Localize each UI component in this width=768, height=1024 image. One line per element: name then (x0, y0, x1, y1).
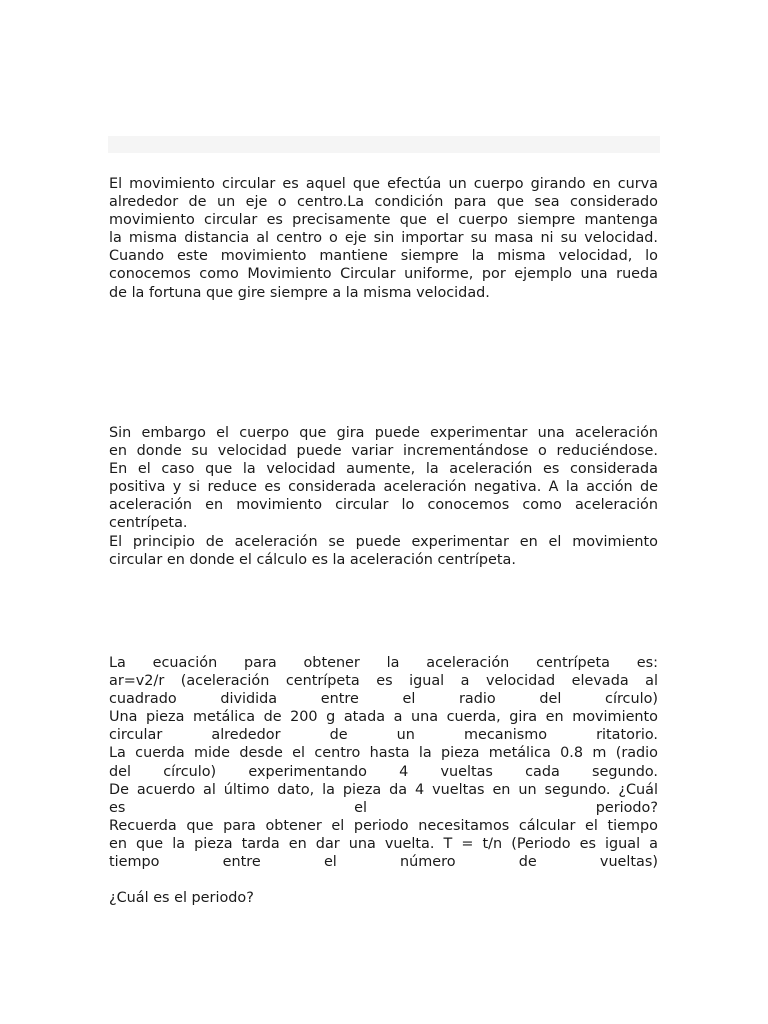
text-line: Sin embargo el cuerpo que gira puede experimentar una aceleración (109, 425, 658, 441)
text-line: circular en donde el cálculo es la aceleración centrípeta. (109, 551, 516, 568)
text-line: Una pieza metálica de 200 g atada a una cuerda, gira en movimiento (109, 709, 658, 726)
question-line: ¿Cuál es el periodo? (109, 890, 254, 907)
text-line: de la fortuna que gire siempre a la misma velocidad. (109, 284, 490, 301)
text-line: En el caso que la velocidad aumente, la aceleración es considerada (109, 461, 658, 478)
text-line: alrededor de un eje o centro.La condición para que sea considerado (109, 194, 658, 211)
text-line: tiempo entre el número de vueltas) (109, 854, 658, 871)
text-line: en que la pieza tarda en dar una vuelta. T = t/n (Periodo es igual a (109, 835, 658, 852)
text-line: conocemos como Movimiento Circular uniforme, por ejemplo una rueda (109, 266, 658, 283)
text-line: aceleración en movimiento circular lo conocemos como aceleración (109, 497, 658, 514)
text-line: movimiento circular es precisamente que el cuerpo siempre mantenga (109, 212, 658, 229)
text-line: El movimiento circular es aquel que efectúa un cuerpo girando en curva (109, 176, 658, 192)
text-line: del círculo) experimentando 4 vueltas cada segundo. (109, 763, 658, 780)
paragraph-equation (109, 654, 658, 907)
text-line: la misma distancia al centro o eje sin importar su masa ni su velocidad. (109, 230, 658, 247)
text-line: es el periodo? (109, 799, 658, 816)
text-line: circular alrededor de un mecanismo ritatorio. (109, 727, 658, 744)
text-line: El principio de aceleración se puede experimentar en el movimiento (109, 533, 658, 550)
text-line: Cuando este movimiento mantiene siempre la misma velocidad, lo (109, 248, 658, 265)
text-line: cuadrado dividida entre el radio del círculo) (109, 691, 658, 708)
text-line: centrípeta. (109, 515, 188, 532)
text-line: La cuerda mide desde el centro hasta la pieza metálica 0.8 m (radio (109, 745, 658, 762)
paragraph-circular-motion (109, 175, 658, 302)
blank-line (109, 871, 658, 889)
text-line: en donde su velocidad puede variar incrementándose o reduciéndose. (109, 443, 658, 460)
text-line: positiva y si reduce es considerada aceleración negativa. A la acción de (109, 479, 658, 496)
text-line: La ecuación para obtener la aceleración centrípeta es: (109, 655, 658, 671)
text-line: ar=v2/r (aceleración centrípeta es igual a velocidad elevada al (109, 673, 658, 690)
paragraph-acceleration (109, 424, 658, 569)
text-line: De acuerdo al último dato, la pieza da 4 vueltas en un segundo. ¿Cuál (109, 781, 658, 798)
header-bar (108, 136, 660, 153)
text-line: Recuerda que para obtener el periodo necesitamos cálcular el tiempo (109, 817, 658, 834)
